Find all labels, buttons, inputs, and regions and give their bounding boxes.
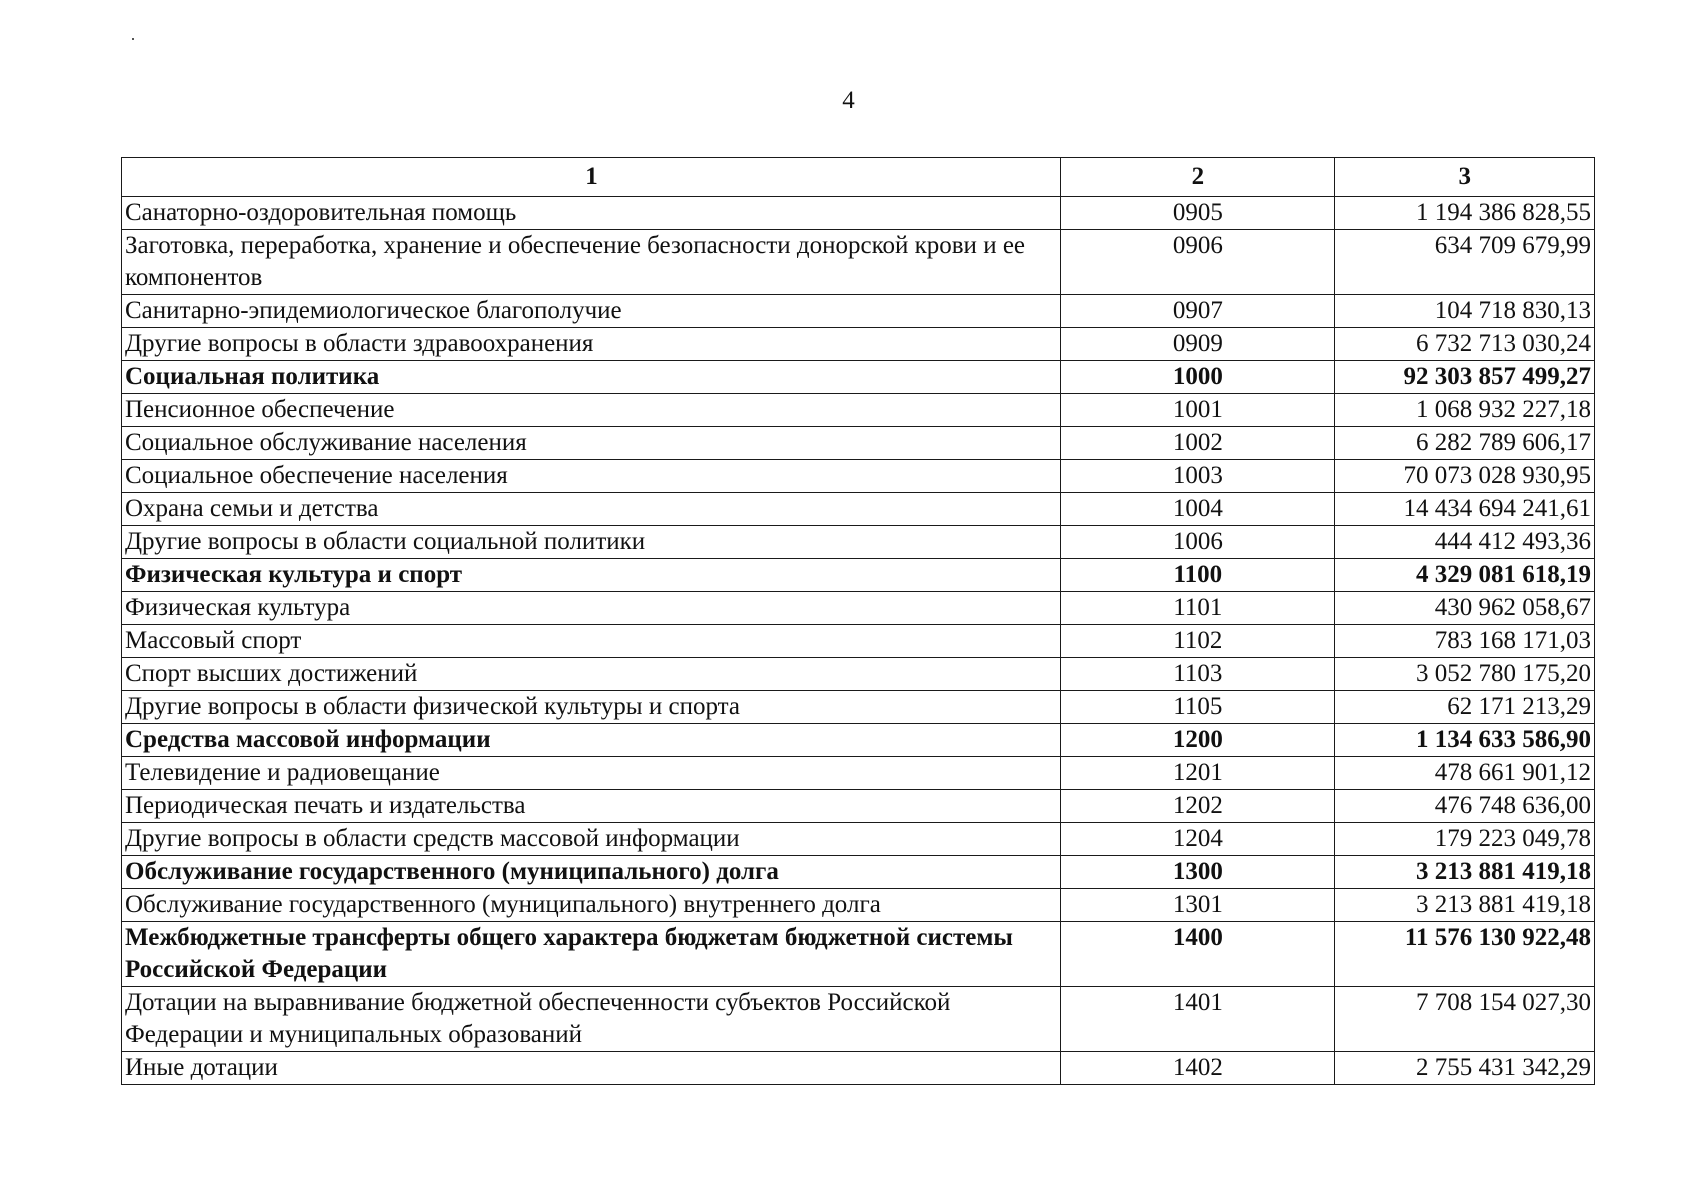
- row-code-cell: 1001: [1061, 394, 1334, 427]
- row-name-cell: Физическая культура и спорт: [122, 559, 1061, 592]
- row-name-cell: Спорт высших достижений: [122, 658, 1061, 691]
- row-code-cell: 1201: [1061, 757, 1334, 790]
- row-amount-cell: 3 213 881 419,18: [1334, 856, 1594, 889]
- table-row: [122, 295, 1595, 328]
- table-row: [122, 922, 1595, 987]
- row-name-cell: Другие вопросы в области социальной политики: [122, 526, 1061, 559]
- table-row: [122, 625, 1595, 658]
- row-amount-cell: 7 708 154 027,30: [1334, 987, 1594, 1052]
- row-code-cell: 1202: [1061, 790, 1334, 823]
- row-code-cell: 1000: [1061, 361, 1334, 394]
- table-row: [122, 559, 1595, 592]
- row-amount-cell: 430 962 058,67: [1334, 592, 1594, 625]
- row-code-cell: 1204: [1061, 823, 1334, 856]
- row-name-cell: Иные дотации: [122, 1052, 1061, 1085]
- row-name-cell: Телевидение и радиовещание: [122, 757, 1061, 790]
- row-name-cell: Межбюджетные трансферты общего характера бюджетам бюджетной системы Российской Федерации: [122, 922, 1061, 987]
- table-row: [122, 460, 1595, 493]
- row-code-cell: 1006: [1061, 526, 1334, 559]
- table-row: [122, 361, 1595, 394]
- row-code-cell: 0909: [1061, 328, 1334, 361]
- row-amount-cell: 3 052 780 175,20: [1334, 658, 1594, 691]
- header-column-1: 1: [122, 158, 1061, 197]
- row-code-cell: 1301: [1061, 889, 1334, 922]
- row-name-cell: Социальное обеспечение населения: [122, 460, 1061, 493]
- table-row: [122, 1052, 1595, 1085]
- row-amount-cell: 444 412 493,36: [1334, 526, 1594, 559]
- row-amount-cell: 1 194 386 828,55: [1334, 197, 1594, 230]
- row-amount-cell: 1 068 932 227,18: [1334, 394, 1594, 427]
- row-name-cell: Средства массовой информации: [122, 724, 1061, 757]
- row-name-cell: Обслуживание государственного (муниципального) внутреннего долга: [122, 889, 1061, 922]
- table-row: [122, 394, 1595, 427]
- table-row: [122, 790, 1595, 823]
- row-amount-cell: 6 732 713 030,24: [1334, 328, 1594, 361]
- budget-table: [121, 157, 1595, 1085]
- row-code-cell: 1103: [1061, 658, 1334, 691]
- row-code-cell: 1003: [1061, 460, 1334, 493]
- row-code-cell: 1402: [1061, 1052, 1334, 1085]
- row-code-cell: 1300: [1061, 856, 1334, 889]
- row-amount-cell: 6 282 789 606,17: [1334, 427, 1594, 460]
- table-header-row: [122, 158, 1595, 197]
- row-amount-cell: 478 661 901,12: [1334, 757, 1594, 790]
- row-code-cell: 1400: [1061, 922, 1334, 987]
- row-amount-cell: 4 329 081 618,19: [1334, 559, 1594, 592]
- row-name-cell: Санитарно-эпидемиологическое благополучие: [122, 295, 1061, 328]
- table-row: [122, 658, 1595, 691]
- row-code-cell: 1102: [1061, 625, 1334, 658]
- table-row: [122, 197, 1595, 230]
- row-name-cell: Периодическая печать и издательства: [122, 790, 1061, 823]
- header-column-2: 2: [1061, 158, 1334, 197]
- row-name-cell: Другие вопросы в области физической культуры и спорта: [122, 691, 1061, 724]
- row-amount-cell: 3 213 881 419,18: [1334, 889, 1594, 922]
- row-amount-cell: 92 303 857 499,27: [1334, 361, 1594, 394]
- row-amount-cell: 2 755 431 342,29: [1334, 1052, 1594, 1085]
- table-body: [122, 197, 1595, 1085]
- row-name-cell: Санаторно-оздоровительная помощь: [122, 197, 1061, 230]
- row-amount-cell: 70 073 028 930,95: [1334, 460, 1594, 493]
- row-name-cell: Пенсионное обеспечение: [122, 394, 1061, 427]
- row-name-cell: Охрана семьи и детства: [122, 493, 1061, 526]
- table-row: [122, 328, 1595, 361]
- table-row: [122, 823, 1595, 856]
- row-amount-cell: 1 134 633 586,90: [1334, 724, 1594, 757]
- row-name-cell: Социальное обслуживание населения: [122, 427, 1061, 460]
- row-amount-cell: 179 223 049,78: [1334, 823, 1594, 856]
- row-code-cell: 0906: [1061, 230, 1334, 295]
- row-name-cell: Другие вопросы в области здравоохранения: [122, 328, 1061, 361]
- row-amount-cell: 62 171 213,29: [1334, 691, 1594, 724]
- row-name-cell: Дотации на выравнивание бюджетной обеспеченности субъектов Российской Федерации и муниципальных образований: [122, 987, 1061, 1052]
- row-name-cell: Заготовка, переработка, хранение и обеспечение безопасности донорской крови и ее компонентов: [122, 230, 1061, 295]
- table-row: [122, 493, 1595, 526]
- table-row: [122, 757, 1595, 790]
- row-amount-cell: 14 434 694 241,61: [1334, 493, 1594, 526]
- row-amount-cell: 634 709 679,99: [1334, 230, 1594, 295]
- table-row: [122, 987, 1595, 1052]
- row-code-cell: 1004: [1061, 493, 1334, 526]
- row-code-cell: 0905: [1061, 197, 1334, 230]
- row-code-cell: 1401: [1061, 987, 1334, 1052]
- row-name-cell: Массовый спорт: [122, 625, 1061, 658]
- table-row: [122, 856, 1595, 889]
- table-row: [122, 427, 1595, 460]
- table-row: [122, 889, 1595, 922]
- row-name-cell: Физическая культура: [122, 592, 1061, 625]
- row-code-cell: 1105: [1061, 691, 1334, 724]
- row-amount-cell: 11 576 130 922,48: [1334, 922, 1594, 987]
- row-name-cell: Социальная политика: [122, 361, 1061, 394]
- table-row: [122, 724, 1595, 757]
- table-row: [122, 230, 1595, 295]
- row-code-cell: 1002: [1061, 427, 1334, 460]
- table-row: [122, 526, 1595, 559]
- row-name-cell: Другие вопросы в области средств массовой информации: [122, 823, 1061, 856]
- row-code-cell: 1200: [1061, 724, 1334, 757]
- row-amount-cell: 476 748 636,00: [1334, 790, 1594, 823]
- row-code-cell: 0907: [1061, 295, 1334, 328]
- row-code-cell: 1101: [1061, 592, 1334, 625]
- header-column-3: 3: [1334, 158, 1594, 197]
- row-code-cell: 1100: [1061, 559, 1334, 592]
- row-amount-cell: 104 718 830,13: [1334, 295, 1594, 328]
- row-amount-cell: 783 168 171,03: [1334, 625, 1594, 658]
- row-name-cell: Обслуживание государственного (муниципального) долга: [122, 856, 1061, 889]
- page-number: 4: [842, 87, 855, 114]
- scan-speck: [132, 38, 134, 40]
- table-row: [122, 691, 1595, 724]
- table-row: [122, 592, 1595, 625]
